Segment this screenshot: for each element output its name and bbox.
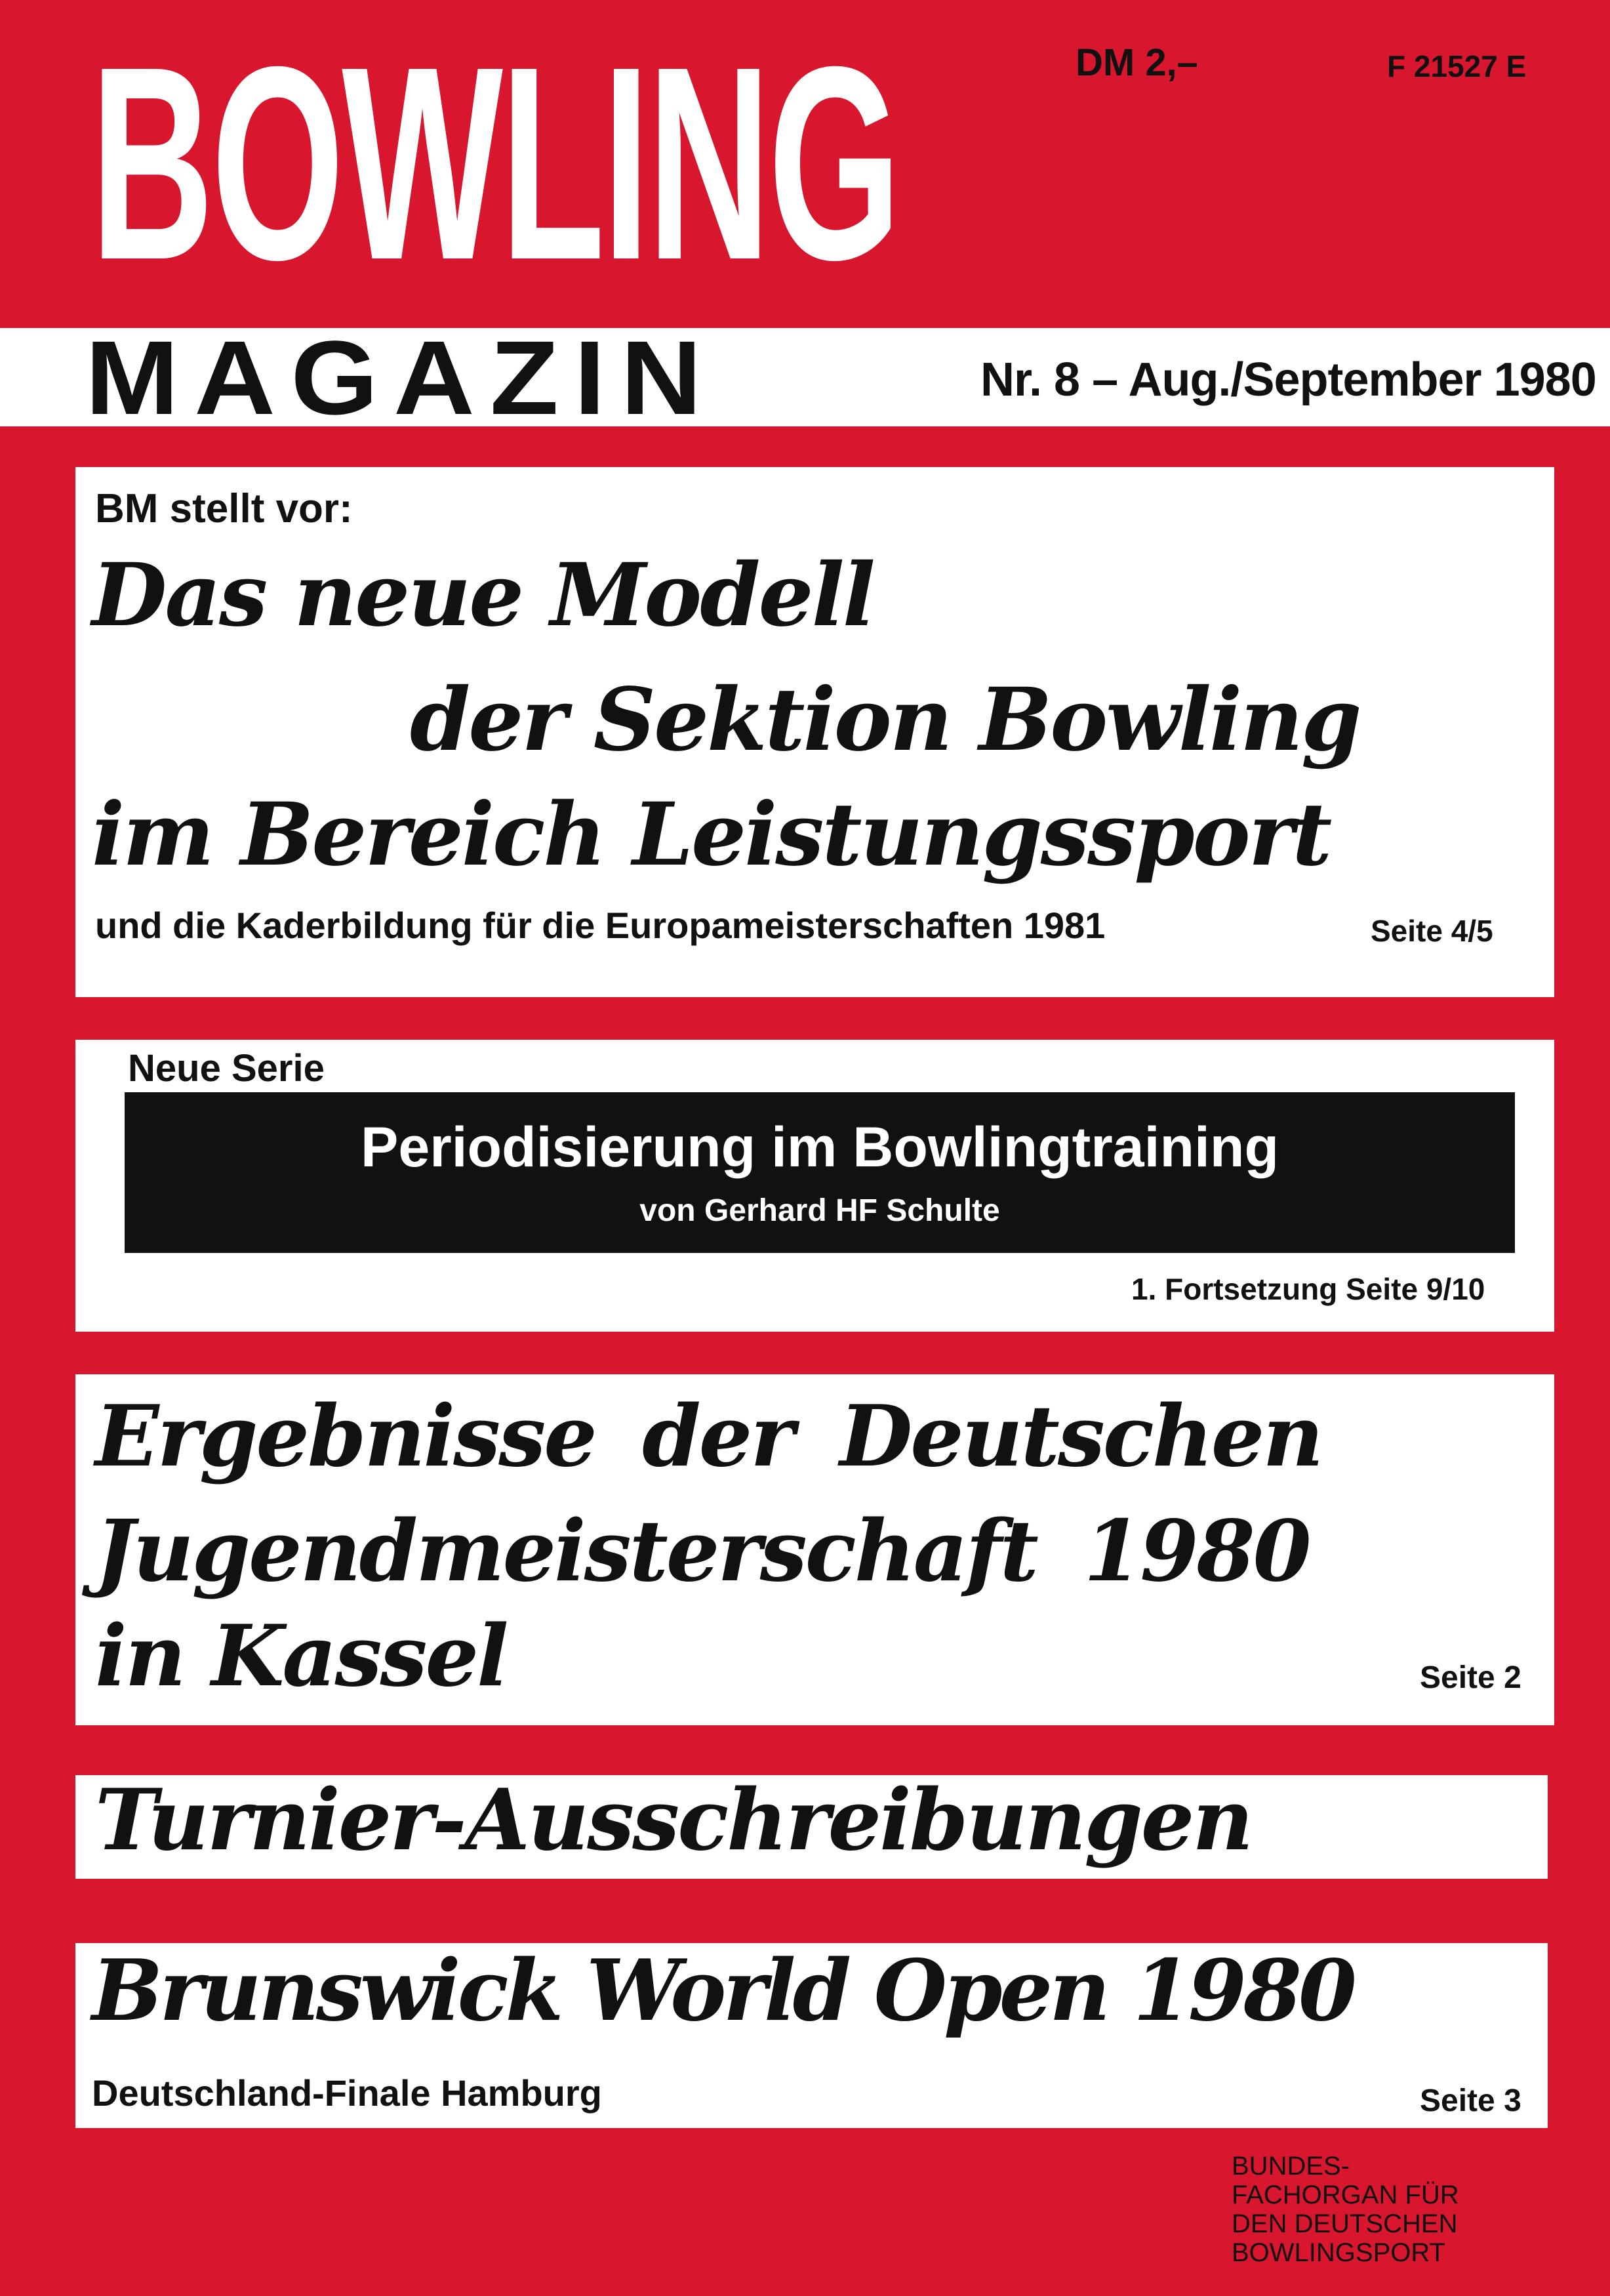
publisher-note-line: FACHORGAN FÜR	[1232, 2181, 1459, 2209]
publisher-note-line: BUNDES-	[1232, 2152, 1350, 2181]
story1-subline: und die Kaderbildung für die Europameisterschaften 1981	[95, 905, 1106, 946]
logo-bowling: BOWLING	[91, 10, 899, 318]
story2-page-ref: 1. Fortsetzung Seite 9/10	[1131, 1272, 1485, 1306]
publisher-note	[1232, 2152, 1520, 2267]
issue-label: Nr. 8 – Aug./September 1980	[980, 354, 1596, 406]
publisher-note-line: DEN DEUTSCHEN	[1232, 2209, 1458, 2238]
logo-magazin: MAGAZIN	[85, 319, 717, 436]
story3-page-ref: Seite 2	[1420, 1660, 1521, 1695]
story5-subline: Deutschland-Finale Hamburg	[92, 2072, 602, 2114]
story5-headline: Brunswick World Open 1980	[92, 1942, 1354, 2040]
story4-headline: Turnier-Ausschreibungen	[95, 1771, 1252, 1870]
story1-kicker: BM stellt vor:	[95, 486, 353, 531]
story2-title: Periodisierung im Bowlingtraining	[361, 1116, 1279, 1179]
price-label: DM 2,–	[1076, 41, 1198, 84]
story1-page-ref: Seite 4/5	[1371, 914, 1493, 948]
story3-headline-line2: Jugendmeisterschaft 1980	[95, 1502, 1310, 1601]
story3-headline-line1: Ergebnisse der Deutschen	[95, 1387, 1322, 1486]
story1-headline-line3: im Bereich Leistungssport	[92, 784, 1331, 886]
story1-headline-line1: Das neue Modell	[92, 544, 874, 646]
story2-author: von Gerhard HF Schulte	[639, 1193, 1000, 1228]
story3-headline-line3: in Kassel	[95, 1607, 507, 1706]
publisher-note-line: BOWLINGSPORT	[1232, 2238, 1445, 2267]
story2-kicker: Neue Serie	[128, 1047, 325, 1090]
story5-page-ref: Seite 3	[1420, 2083, 1521, 2118]
postal-code-label: F 21527 E	[1387, 49, 1527, 83]
story1-headline-line2: der Sektion Bowling	[410, 669, 1360, 771]
